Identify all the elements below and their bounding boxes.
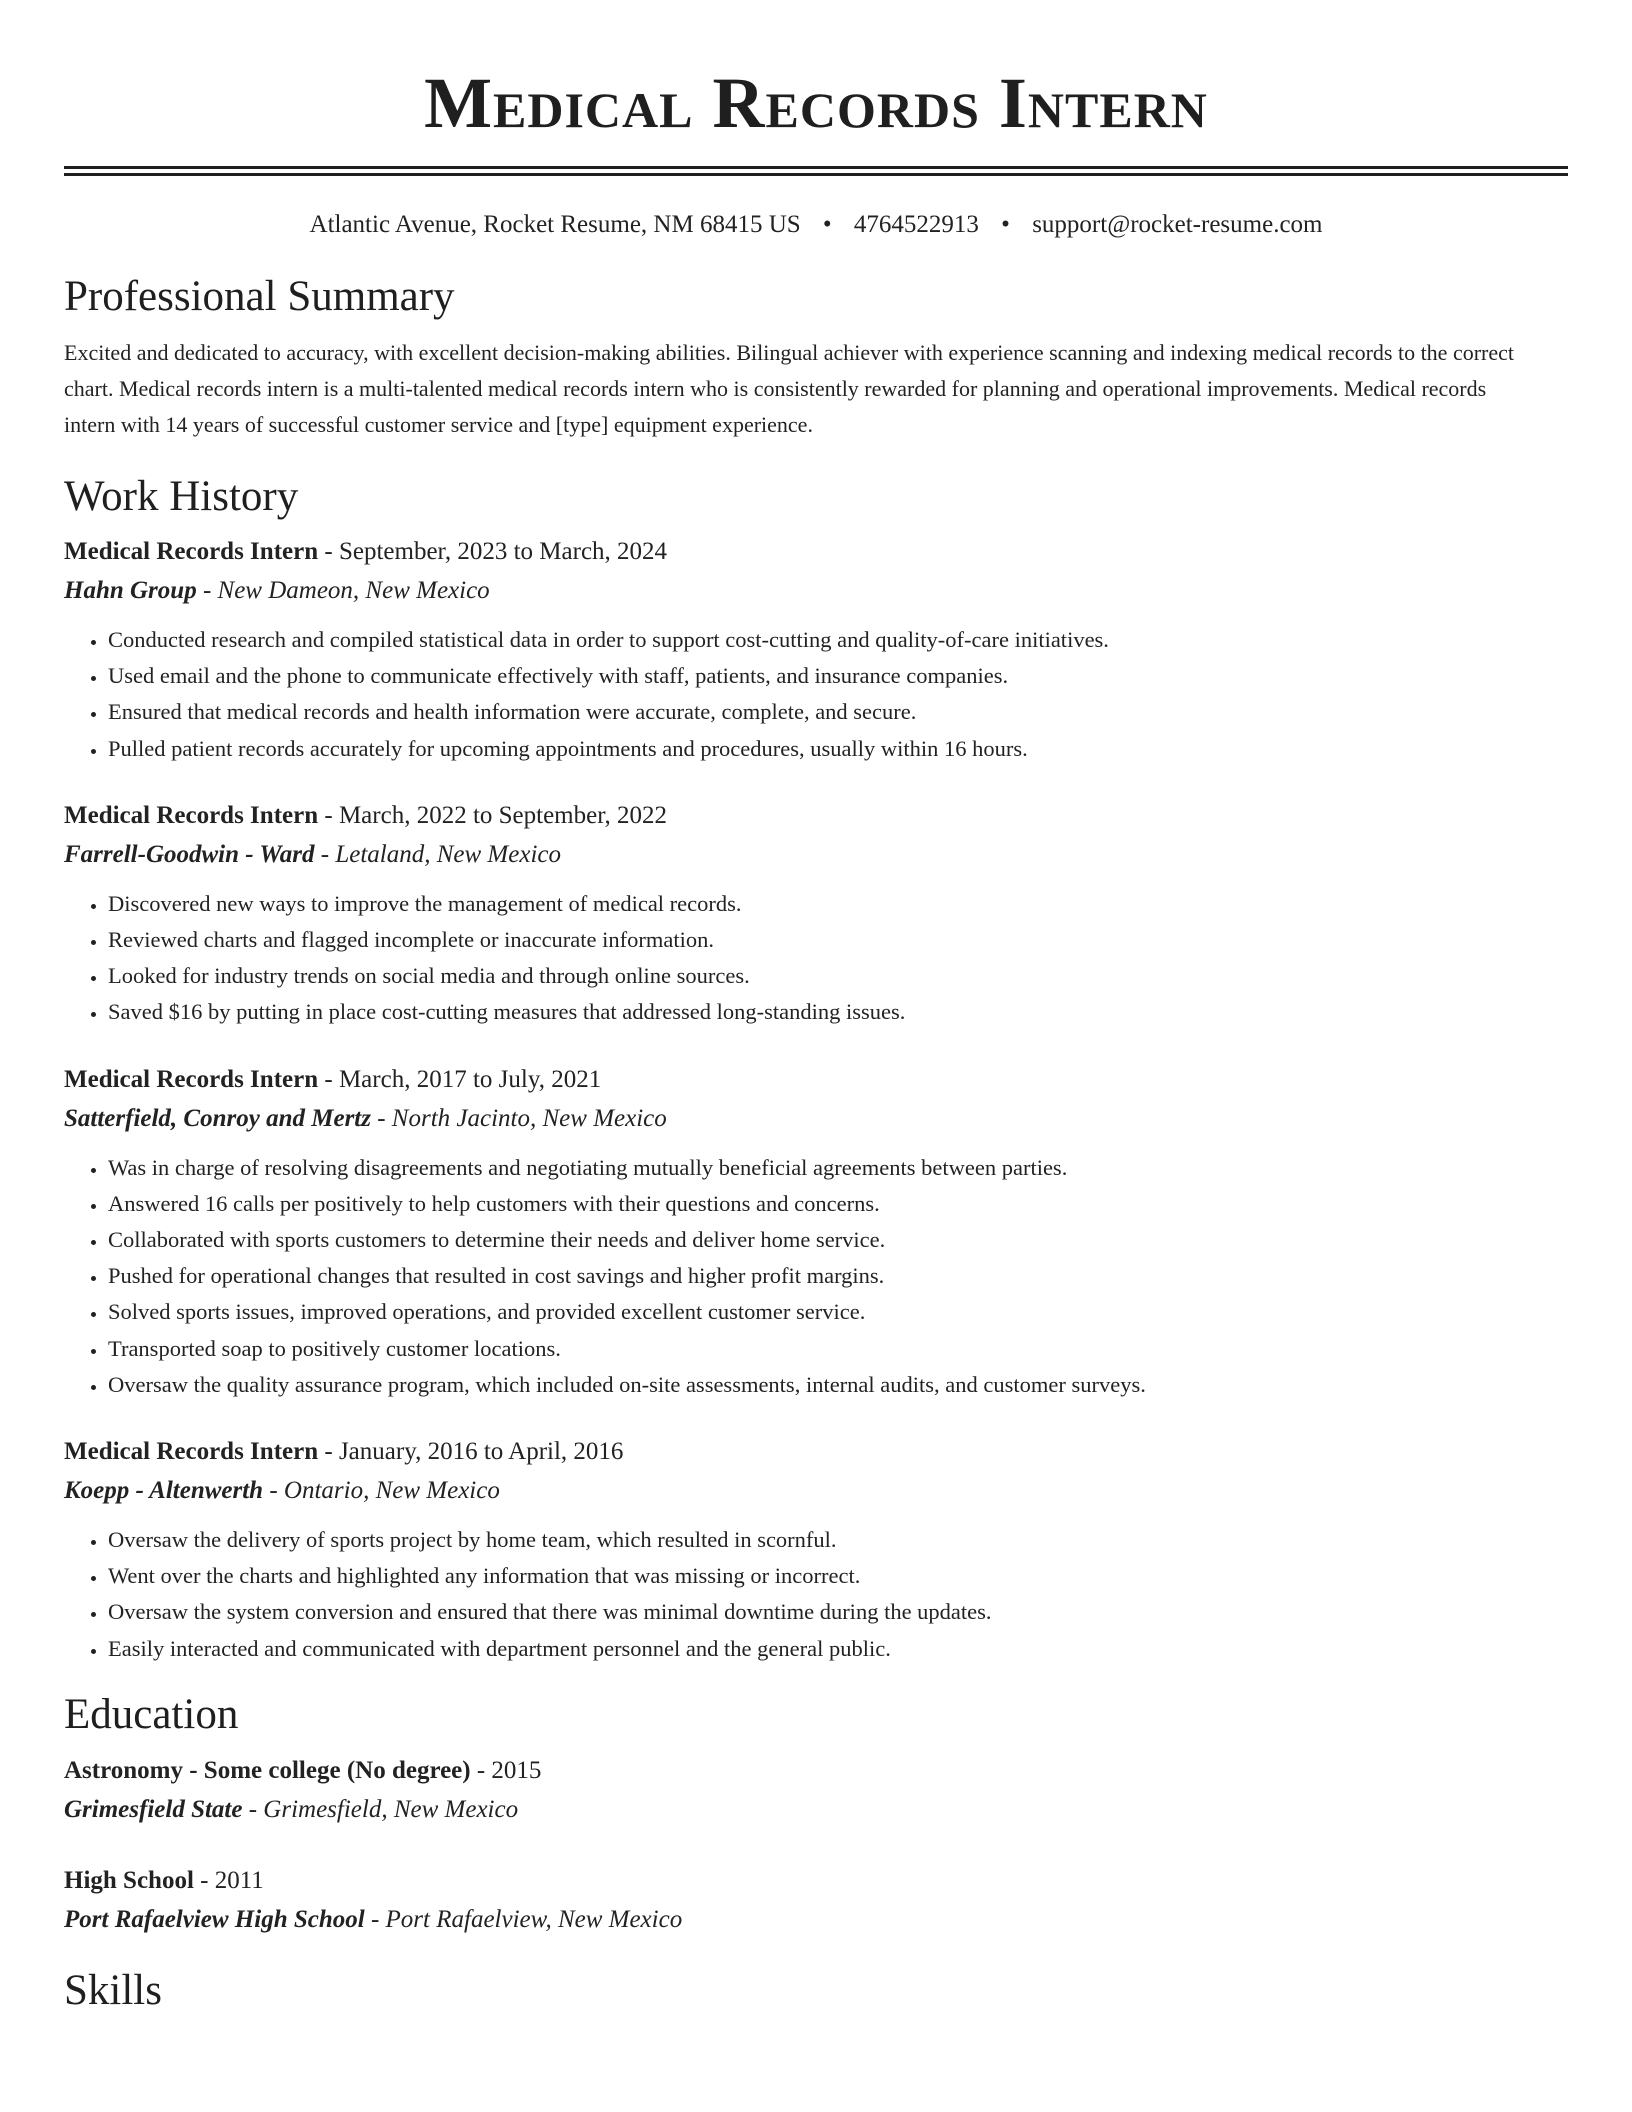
education-entry bbox=[64, 1751, 1568, 1829]
job-bullet: • Answered 16 calls per positively to help customers with their questions and concerns. bbox=[108, 1186, 1568, 1222]
job-location: - Letaland, New Mexico bbox=[314, 840, 561, 868]
job-bullets bbox=[64, 1150, 1568, 1403]
job-header bbox=[64, 1060, 1568, 1099]
job-bullet: • Conducted research and compiled statistical data in order to support cost-cutting and quality-of-care initiatives. bbox=[108, 622, 1568, 658]
job-company: Koepp - Altenwerth bbox=[64, 1477, 264, 1505]
job-bullet: • Easily interacted and communicated with department personnel and the general public. bbox=[108, 1631, 1568, 1667]
job-bullet: • Went over the charts and highlighted any information that was missing or incorrect. bbox=[108, 1558, 1568, 1594]
contact-phone: 4764522913 bbox=[853, 211, 979, 238]
job-header bbox=[64, 1432, 1568, 1471]
education-institution bbox=[64, 1790, 1568, 1829]
job-bullet: • Ensured that medical records and health information were accurate, complete, and secure. bbox=[108, 694, 1568, 730]
job-bullet: • Collaborated with sports customers to determine their needs and deliver home service. bbox=[108, 1222, 1568, 1258]
header-divider-thin bbox=[64, 173, 1568, 176]
job-title: Medical Records Intern bbox=[64, 801, 319, 829]
header-divider-thick bbox=[64, 166, 1568, 169]
section-title-work-history: Work History bbox=[64, 473, 299, 520]
contact-address: Atlantic Avenue, Rocket Resume, NM 68415 US bbox=[309, 211, 801, 238]
job-entry bbox=[64, 1432, 1568, 1667]
education-degree: High School bbox=[64, 1866, 194, 1894]
job-location: - New Dameon, New Mexico bbox=[196, 577, 490, 604]
job-entry bbox=[64, 532, 1568, 767]
education-year: - 2011 bbox=[193, 1866, 264, 1894]
job-employer bbox=[64, 1099, 1568, 1138]
job-bullet: • Was in charge of resolving disagreements and negotiating mutually beneficial agreements between parties. bbox=[108, 1150, 1568, 1186]
job-bullet: • Oversaw the quality assurance program, which included on-site assessments, internal audits, and customer surveys. bbox=[108, 1367, 1568, 1403]
job-bullet: • Saved $16 by putting in place cost-cutting measures that addressed long-standing issues. bbox=[108, 994, 1568, 1030]
job-location: - Ontario, New Mexico bbox=[263, 1477, 500, 1505]
contact-separator: • bbox=[1001, 211, 1010, 238]
job-bullet: • Transported soap to positively customer locations. bbox=[108, 1331, 1568, 1367]
job-title: Medical Records Intern bbox=[64, 1438, 319, 1466]
education-location: - Grimesfield, New Mexico bbox=[242, 1795, 519, 1823]
job-bullet: • Pulled patient records accurately for upcoming appointments and procedures, usually within 16 hours. bbox=[108, 731, 1568, 767]
job-bullets bbox=[64, 1522, 1568, 1667]
job-entry bbox=[64, 1060, 1568, 1403]
job-bullets bbox=[64, 886, 1568, 1031]
summary-text: Excited and dedicated to accuracy, with excellent decision-making abilities. Bilingual achiever with experience scanning and indexing medical records to the correct chart. Medical records intern is a multi-talented medical records intern who is consistently rewarded for planning and operational improvements. Medical records intern with 14 years of successful customer service and [type] equipment experience. bbox=[64, 340, 1515, 437]
section-title-summary: Professional Summary bbox=[64, 273, 455, 320]
job-company: Farrell-Goodwin - Ward bbox=[64, 840, 315, 868]
job-bullet: • Pushed for operational changes that resulted in cost savings and higher profit margins. bbox=[108, 1258, 1568, 1294]
job-dates: - September, 2023 to March, 2024 bbox=[318, 538, 668, 565]
resume-name: Medical Records Intern bbox=[424, 63, 1208, 143]
job-header bbox=[64, 532, 1568, 571]
job-title: Medical Records Intern bbox=[64, 1065, 319, 1093]
job-bullets bbox=[64, 622, 1568, 767]
education-entry bbox=[64, 1861, 1568, 1939]
job-company: Hahn Group bbox=[64, 577, 197, 604]
job-entry bbox=[64, 796, 1568, 1031]
job-dates: - March, 2017 to July, 2021 bbox=[318, 1065, 602, 1093]
section-title-skills: Skills bbox=[64, 1966, 162, 2014]
resume-page bbox=[64, 0, 1568, 2017]
job-bullet: • Oversaw the delivery of sports project by home team, which resulted in scornful. bbox=[108, 1522, 1568, 1558]
section-title-education: Education bbox=[64, 1690, 239, 1738]
contact-separator: • bbox=[822, 211, 832, 238]
education-year: - 2015 bbox=[470, 1756, 542, 1784]
education-degree: Astronomy - Some college (No degree) bbox=[64, 1756, 471, 1784]
job-header bbox=[64, 796, 1568, 835]
job-company: Satterfield, Conroy and Mertz bbox=[64, 1104, 371, 1132]
education-institution bbox=[64, 1900, 1568, 1939]
job-bullet: • Solved sports issues, improved operations, and provided excellent customer service. bbox=[108, 1294, 1568, 1330]
job-bullet: • Reviewed charts and flagged incomplete or inaccurate information. bbox=[108, 922, 1568, 958]
job-dates: - March, 2022 to September, 2022 bbox=[318, 801, 668, 829]
job-bullet: • Oversaw the system conversion and ensured that there was minimal downtime during the updates. bbox=[108, 1594, 1568, 1630]
education-school: Port Rafaelview High School bbox=[64, 1905, 365, 1933]
education-header bbox=[64, 1751, 1568, 1790]
job-employer bbox=[64, 571, 1568, 610]
job-bullet: • Used email and the phone to communicate effectively with staff, patients, and insurance companies. bbox=[108, 658, 1568, 694]
job-dates: - January, 2016 to April, 2016 bbox=[318, 1438, 624, 1466]
job-bullet: • Looked for industry trends on social media and through online sources. bbox=[108, 958, 1568, 994]
job-employer bbox=[64, 835, 1568, 874]
contact-email: support@rocket-resume.com bbox=[1032, 211, 1323, 238]
job-title: Medical Records Intern bbox=[64, 538, 319, 565]
education-location: - Port Rafaelview, New Mexico bbox=[364, 1905, 683, 1933]
education-header bbox=[64, 1861, 1568, 1900]
job-location: - North Jacinto, New Mexico bbox=[370, 1104, 667, 1132]
contact-line bbox=[64, 210, 1568, 240]
education-school: Grimesfield State bbox=[64, 1795, 243, 1823]
job-employer bbox=[64, 1471, 1568, 1510]
job-bullet: • Discovered new ways to improve the management of medical records. bbox=[108, 886, 1568, 922]
